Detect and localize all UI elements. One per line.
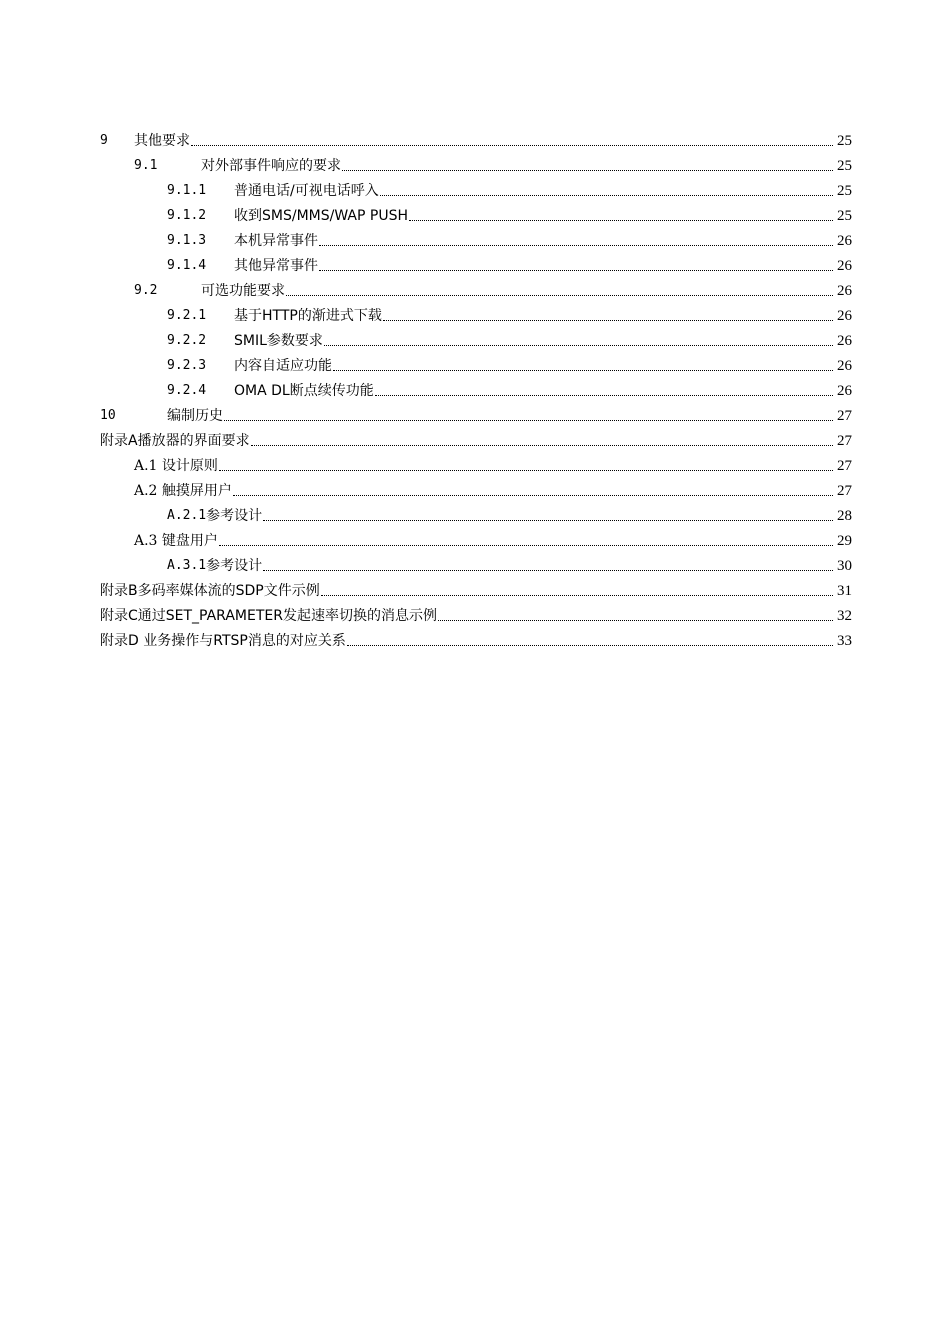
toc-entry-appendix-a[interactable] (100, 426, 852, 451)
toc-page-number: 26 (837, 233, 852, 249)
toc-dot-leader (251, 445, 833, 446)
toc-page-number: 27 (837, 408, 852, 424)
toc-page-number: 27 (837, 483, 852, 499)
toc-section-title: 其他要求 (134, 133, 190, 149)
toc-entry-9-1[interactable] (100, 151, 852, 176)
toc-entry-9-2-2[interactable] (100, 326, 852, 351)
toc-section-title: 编制历史 (167, 408, 223, 424)
toc-entry-a-3-1[interactable] (100, 551, 852, 576)
toc-dot-leader (321, 595, 833, 596)
toc-entry-a-2-1[interactable] (100, 501, 852, 526)
toc-section-number: 9.2.3 (167, 358, 207, 373)
toc-dot-leader (263, 520, 833, 521)
toc-dot-leader (375, 395, 833, 396)
toc-entry-9-2-3[interactable] (100, 351, 852, 376)
toc-section-title: 普通电话/可视电话呼入 (234, 183, 379, 199)
toc-entry-9-1-3[interactable] (100, 226, 852, 251)
toc-section-number: 9 (100, 133, 108, 148)
toc-section-title: 附录B多码率媒体流的SDP文件示例 (100, 583, 320, 599)
toc-entry-9-2-4[interactable] (100, 376, 852, 401)
toc-section-title: 基于HTTP的渐进式下载 (234, 308, 382, 324)
toc-section-title: 附录A播放器的界面要求 (100, 433, 250, 449)
toc-page-number: 25 (837, 183, 852, 199)
toc-page-number: 31 (837, 583, 852, 599)
toc-section-title: 附录D 业务操作与RTSP消息的对应关系 (100, 633, 346, 649)
toc-section-title: 参考设计 (206, 508, 263, 524)
toc-page-number: 25 (837, 158, 852, 174)
toc-section-title: 内容自适应功能 (234, 358, 332, 374)
toc-section-title: OMA DL断点续传功能 (234, 383, 374, 399)
toc-section-title: A.3 键盘用户 (134, 533, 218, 549)
toc-dot-leader (380, 195, 833, 196)
toc-section-number: 9.2.4 (167, 383, 207, 398)
toc-dot-leader (324, 345, 833, 346)
toc-entry-appendix-b[interactable] (100, 576, 852, 601)
toc-dot-leader (263, 570, 833, 571)
toc-dot-leader (224, 420, 833, 421)
toc-dot-leader (219, 545, 833, 546)
toc-section-title: A.2 触摸屏用户 (134, 483, 232, 499)
toc-entry-a-3[interactable] (100, 526, 852, 551)
toc-entry-9[interactable] (100, 126, 852, 151)
toc-dot-leader (333, 370, 833, 371)
toc-section-title: 其他异常事件 (234, 258, 318, 274)
toc-section-number: 9.2.1 (167, 308, 207, 323)
toc-dot-leader (438, 620, 833, 621)
toc-page-number: 30 (837, 558, 852, 574)
toc-section-number: 9.1.1 (167, 183, 207, 198)
toc-page-number: 27 (837, 458, 852, 474)
toc-section-title: 对外部事件响应的要求 (201, 158, 341, 174)
toc-dot-leader (233, 495, 833, 496)
toc-page-number: 29 (837, 533, 852, 549)
toc-entry-9-1-4[interactable] (100, 251, 852, 276)
toc-entry-a-1[interactable] (100, 451, 852, 476)
toc-page-number: 26 (837, 358, 852, 374)
toc-section-number: 9.1.2 (167, 208, 207, 223)
toc-page-number: 26 (837, 308, 852, 324)
toc-page-number: 26 (837, 383, 852, 399)
toc-entry-9-2-1[interactable] (100, 301, 852, 326)
toc-page-number: 32 (837, 608, 852, 624)
toc-page-number: 33 (837, 633, 852, 649)
toc-section-number: A.2.1 (167, 508, 207, 523)
toc-section-title: 附录C通过SET_PARAMETER发起速率切换的消息示例 (100, 608, 437, 624)
toc-section-number: 9.2.2 (167, 333, 207, 348)
toc-entry-appendix-d[interactable] (100, 626, 852, 651)
toc-page-number: 25 (837, 133, 852, 149)
toc-section-title: A.1 设计原则 (134, 458, 218, 474)
toc-section-title: 收到SMS/MMS/WAP PUSH (234, 208, 408, 224)
toc-entry-10[interactable] (100, 401, 852, 426)
toc-page-number: 26 (837, 258, 852, 274)
toc-dot-leader (319, 270, 833, 271)
toc-dot-leader (286, 295, 833, 296)
toc-section-number: 9.1.3 (167, 233, 207, 248)
toc-section-number: 9.2 (134, 283, 158, 298)
toc-page-number: 25 (837, 208, 852, 224)
toc-section-number: A.3.1 (167, 558, 207, 573)
toc-dot-leader (409, 220, 833, 221)
toc-section-title: 参考设计 (206, 558, 263, 574)
toc-dot-leader (383, 320, 833, 321)
toc-entry-9-1-2[interactable] (100, 201, 852, 226)
toc-dot-leader (319, 245, 833, 246)
toc-dot-leader (191, 145, 833, 146)
toc-section-title: 本机异常事件 (234, 233, 318, 249)
toc-entry-9-1-1[interactable] (100, 176, 852, 201)
toc-entry-a-2[interactable] (100, 476, 852, 501)
toc-entry-9-2[interactable] (100, 276, 852, 301)
toc-dot-leader (342, 170, 833, 171)
toc-section-number: 9.1 (134, 158, 158, 173)
toc-dot-leader (219, 470, 833, 471)
toc-section-title: SMIL参数要求 (234, 333, 323, 349)
toc-section-number: 9.1.4 (167, 258, 207, 273)
toc-section-number: 10 (100, 408, 116, 423)
toc-page-number: 26 (837, 283, 852, 299)
toc-dot-leader (347, 645, 833, 646)
toc-page-number: 27 (837, 433, 852, 449)
toc-page-number: 28 (837, 508, 852, 524)
toc-page-number: 26 (837, 333, 852, 349)
toc-section-title: 可选功能要求 (201, 283, 285, 299)
toc-entry-appendix-c[interactable] (100, 601, 852, 626)
table-of-contents (100, 126, 852, 651)
